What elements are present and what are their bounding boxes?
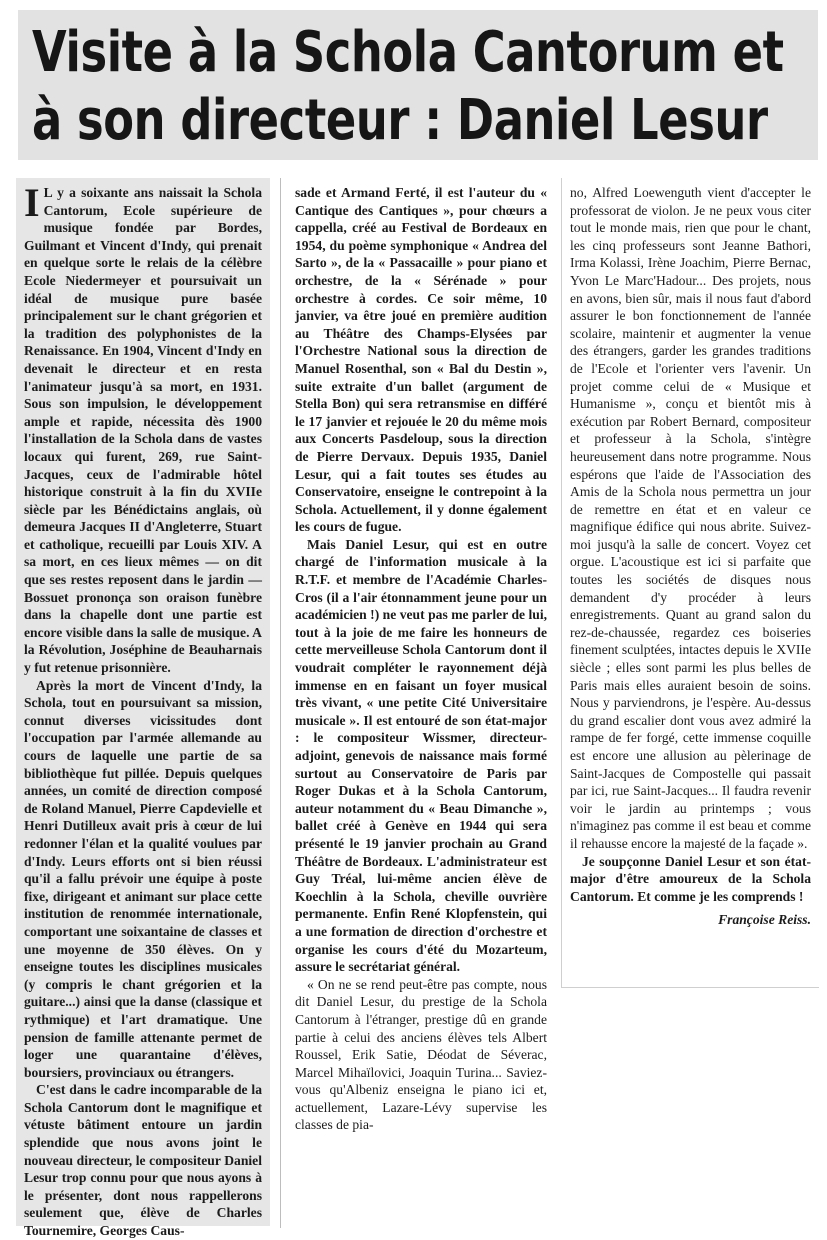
paragraph: Mais Daniel Lesur, qui est en outre chargé de l'information musicale à la R.T.F. et membre de l'Académie Charles-Cros (il a l'air étonnamment jeune pour un académicien !) ne veut pas me parler de lui, tout à la joie de me faire les honneurs de cette merveilleuse Schola Cantorum dont il voudrait compléter le rayonnement déjà immense en en faisant un foyer musical très vivant, « une petite Cité Universitaire musicale ». Il est entouré de son état-major : le compositeur Wissmer, directeur-adjoint, genevois de naissance mais formé surtout au Conservatoire de Paris par Roger Dukas et à la Schola Cantorum, auteur notamment du « Beau Dimanche », ballet créé à Genève en 1944 qui sera présenté le 19 janvier prochain au Grand Théâtre de Bordeaux. L'administrateur est Guy Tréal, lui-même ancien élève de Koechlin à la Schola, cheville ouvrière permanente. Enfin René Klopfenstein, qui a une formation de direction d'orchestre et organise les cours d'été du Mozarteum, assure le secrétariat général. <box>295 536 547 975</box>
paragraph: no, Alfred Loewenguth vient d'accepter le professorat de violon. Je ne peux vous citer tout le monde mais, rien que pour le chant, les cinq professeurs sont Jeanne Bathori, Irma Kolassi, Irène Joachim, Pierre Bernac, Yvon Le Marc'Hadour... Des projets, nous en avons, bien sûr, mais il nous faut d'abord assurer le bon fonctionnement de l'année scolaire, maintenir et augmenter la venue des étrangers, garder les grandes traditions de l'Ecole et l'orienter vers l'avenir. Un projet comme celui de « Musique et Humanisme », conçu et bientôt mis à exécution par Robert Bernard, compositeur et professeur à la Schola, s'intègre heureusement dans notre programme. Nous espérons que l'aide de l'Association des Amis de la Schola nous permettra un jour de remettre en état et en valeur ce magnifique édifice qui nous abrite. Suivez-moi jusqu'à la salle de concert. Voyez cet orgue. L'acoustique est ici si parfaite que toutes les sociétés de disques nous demandent d'y procéder à leurs enregistrements. Quant au grand salon du rez-de-chaussée, regardez ces boiseries finement sculptées, intactes depuis le XVIIe siècle ; elles sont parmi les plus belles de Paris mais elles auraient besoin de soins. Nous y parviendrons, je l'espère. Au-dessus du grand escalier dont vous avez admiré la rampe de fer forgé, cette immense coquille est encore une allusion au pèlerinage de Saint-Jacques de Compostelle qui passait par ici, rue Saint-Jacques... Il faudra revenir voir le jardin au printemps ; vous n'imaginez pas comme il est beau et comme il rehausse encore la majesté de la façade ». <box>570 185 811 851</box>
paragraph: C'est dans le cadre incomparable de la Schola Cantorum dont le magnifique et vétuste bâtiment entoure un jardin splendide que nous avons joint le nouveau directeur, le compositeur Daniel Lesur trop connu pour que nous ayons à le présenter, dont nous rappellerons seulement que, élève de Charles Tournemire, Georges Caus- <box>24 1082 262 1239</box>
column-divider <box>280 178 281 1228</box>
article-column-1 <box>16 178 270 1239</box>
headline <box>18 10 818 160</box>
article-column-3 <box>561 178 819 988</box>
closing-paragraph: Je soupçonne Daniel Lesur et son état-major d'être amoureux de la Schola Cantorum. Et comme je les comprends ! <box>570 853 811 904</box>
drop-cap: I <box>24 180 40 225</box>
headline-line-2: à son directeur : Daniel Lesur <box>32 88 768 153</box>
paragraph: L y a soixante ans naissait la Schola Cantorum, Ecole supérieure de musique fondée par Bordes, Guilmant et Vincent d'Indy, qui prenait en quelque sorte le relais de la célèbre Ecole Niedermeyer et poursuivait un idéal de musique pure basée principalement sur le chant grégorien et la tradition des polyphonistes de la Renaissance. En 1904, Vincent d'Indy en devenait le directeur et en resta l'animateur jusqu'à sa mort, en 1931. Sous son impulsion, le développement ample et rapide, nécessita dès 1900 l'installation de la Schola dans de vastes locaux qui furent, 269, rue Saint-Jacques, ceux de l'admirable hôtel historique construit à la fin du XVIIe siècle par les Bénédictains anglais, où demeura Jacques II d'Angleterre, Stuart et catholique, recueilli par Louis XIV. A sa mort, en ces lieux mêmes — on dit que ses restes reposent dans le jardin — Bossuet prononça son oraison funèbre dans la chapelle dont une partie est encore visible dans la salle de musique. A la Révolution, Joséphine de Beauharnais y fut retenue prisonnière. <box>24 185 262 676</box>
author-signature: Françoise Reiss. <box>718 912 811 928</box>
paragraph: « On ne se rend peut-être pas compte, nous dit Daniel Lesur, du prestige de la Schola Cantorum à l'étranger, prestige dû en grande partie à celui des anciens élèves tels Albert Roussel, Erik Satie, Déodat de Séverac, Marcel Mihaïlovici, Joaquin Turina... Saviez-vous qu'Albeniz enseigna le piano ici et, actuellement, Lazare-Lévy supervise les classes de pia- <box>295 976 547 1133</box>
paragraph: sade et Armand Ferté, il est l'auteur du « Cantique des Cantiques », pour chœurs a cappella, créé au Festival de Bordeaux en 1954, du poème symphonique « Andrea del Sarto », de la « Passacaille » pour piano et orchestre, de la « Sérénade » pour orchestre à cordes. Ce soir même, 10 janvier, va être joué en première audition au Théâtre des Champs-Elysées par l'Orchestre National sous la direction de Manuel Rosenthal, son « Bal du Destin », suite extraite d'un ballet (argument de Stella Bon) qui sera retransmise en différé le 17 janvier et rejouée le 20 du même mois aux Concerts Pasdeloup, sous la direction de Pierre Dervaux. Depuis 1935, Daniel Lesur, qui a fait toutes ses études au Conservatoire, enseigne le contrepoint à la Schola. Actuellement, il y donne également les cours de fugue. <box>295 185 547 535</box>
paragraph: Après la mort de Vincent d'Indy, la Schola, tout en poursuivant sa mission, connut diverses vicissitudes dont l'occupation par l'armée allemande au cours de laquelle une partie de sa bibliothèque fut pillée. Depuis quelques années, un comité de direction composé de Roland Manuel, Pierre Capdevielle et Henri Dutilleux avait pris à cœur de lui redonner l'élan et la qualité voulues par d'Indy. Leurs efforts ont si bien réussi qu'il a fallu prévoir une équipe à poste fixe, dirigeant et animant sur place cette institution de renommée internationale, comportant une soixantaine de classes et une moyenne de 350 élèves. On y enseigne toutes les disciplines musicales (y compris le chant grégorien et la guitare...) ainsi que la danse (classique et rythmique) et l'art dramatique. Une pension de famille attenante permet de loger une quarantaine d'élèves, boursiers, provinciaux ou étrangers. <box>24 677 262 1080</box>
headline-line-1: Visite à la Schola Cantorum et <box>32 20 784 85</box>
article-column-2 <box>287 178 555 1188</box>
